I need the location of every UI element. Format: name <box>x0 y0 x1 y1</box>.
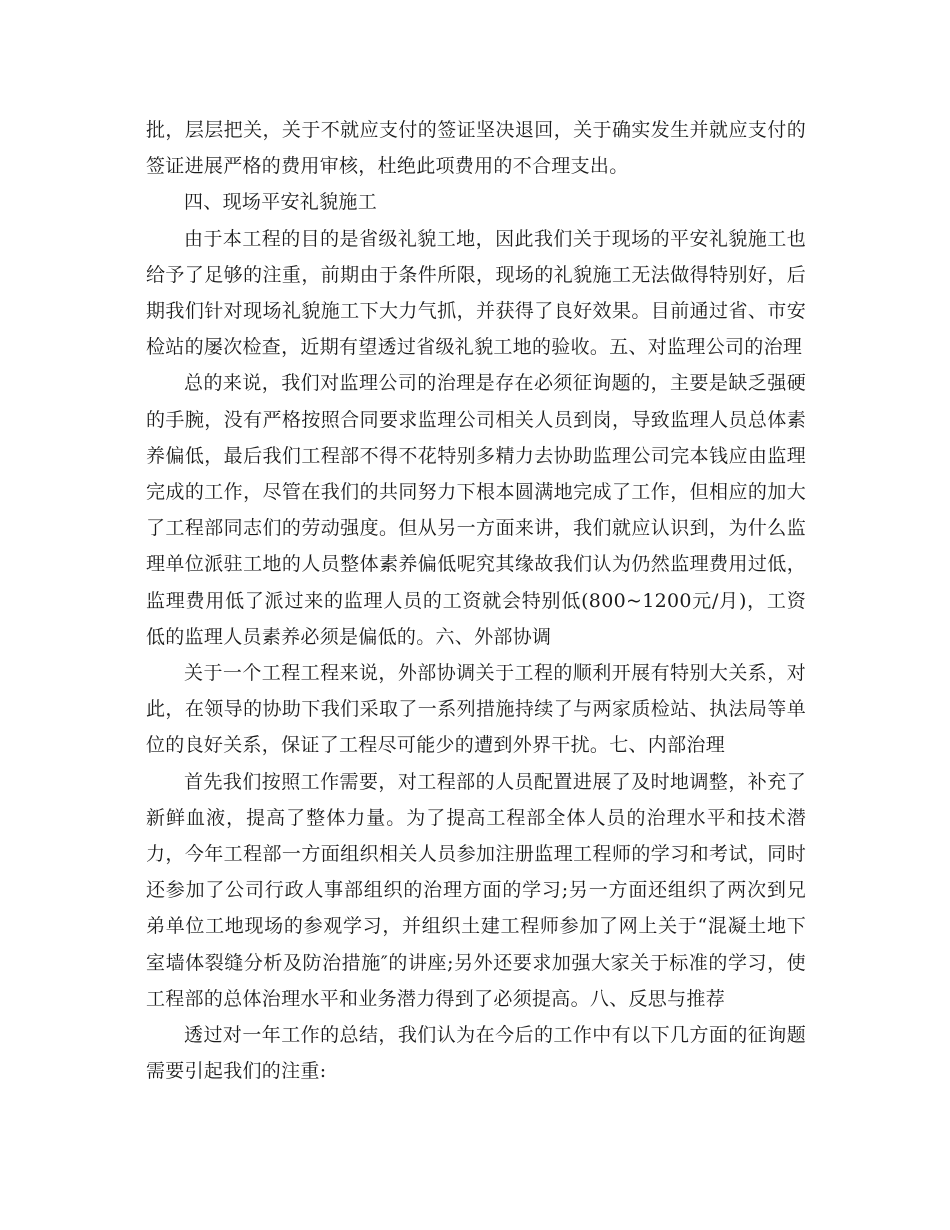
paragraph-4: 总的来说，我们对监理公司的治理是存在必须征询题的，主要是缺乏强硬的手腕，没有严格按照合同要求监理公司相关人员到岗，导致监理人员总体素养偏低，最后我们工程部不得不花特别多精力去协助监理公司完本钱应由监理完成的工作，尽管在我们的共同努力下根本圆满地完成了工作，但相应的加大了工程部同志们的劳动强度。但从另一方面来讲，我们就应认识到，为什么监理单位派驻工地的人员整体素养偏低呢究其缘故我们认为仍然监理费用过低，监理费用低了派过来的监理人员的工资就会特别低(800~1200元/月)，工资低的监理人员素养必须是偏低的。六、外部协调 <box>146 372 806 648</box>
paragraph-7: 透过对一年工作的总结，我们认为在今后的工作中有以下几方面的征询题需要引起我们的注重: <box>146 1024 806 1083</box>
paragraph-1: 批，层层把关，关于不就应支付的签证坚决退回，关于确实发生并就应支付的签证进展严格的费用审核，杜绝此项费用的不合理支出。 <box>146 119 806 178</box>
paragraph-6: 首先我们按照工作需要，对工程部的人员配置进展了及时地调整，补充了新鲜血液，提高了整体力量。为了提高工程部全体人员的治理水平和技术潜力，今年工程部一方面组织相关人员参加注册监理工程师的学习和考试，同时还参加了公司行政人事部组织的治理方面的学习;另一方面还组织了两次到兄弟单位工地现场的参观学习，并组织土建工程师参加了网上关于“混凝土地下室墙体裂缝分析及防治措施″的讲座;另外还要求加强大家关于标准的学习，使工程部的总体治理水平和业务潜力得到了必须提高。八、反思与推荐 <box>146 770 806 1010</box>
document-page <box>146 112 806 1089</box>
paragraph-3: 由于本工程的目的是省级礼貌工地，因此我们关于现场的平安礼貌施工也给予了足够的注重，前期由于条件所限，现场的礼貌施工无法做得特别好，后期我们针对现场礼貌施工下大力气抓，并获得了良好效果。目前通过省、市安检站的屡次检查，近期有望透过省级礼貌工地的验收。五、对监理公司的治理 <box>146 227 806 359</box>
section-heading-4: 四、现场平安礼貌施工 <box>184 191 378 214</box>
paragraph-5: 关于一个工程工程来说，外部协调关于工程的顺利开展有特别大关系，对此，在领导的协助下我们采取了一系列措施持续了与两家质检站、执法局等单位的良好关系，保证了工程尽可能少的遭到外界干扰。七、内部治理 <box>146 662 806 757</box>
